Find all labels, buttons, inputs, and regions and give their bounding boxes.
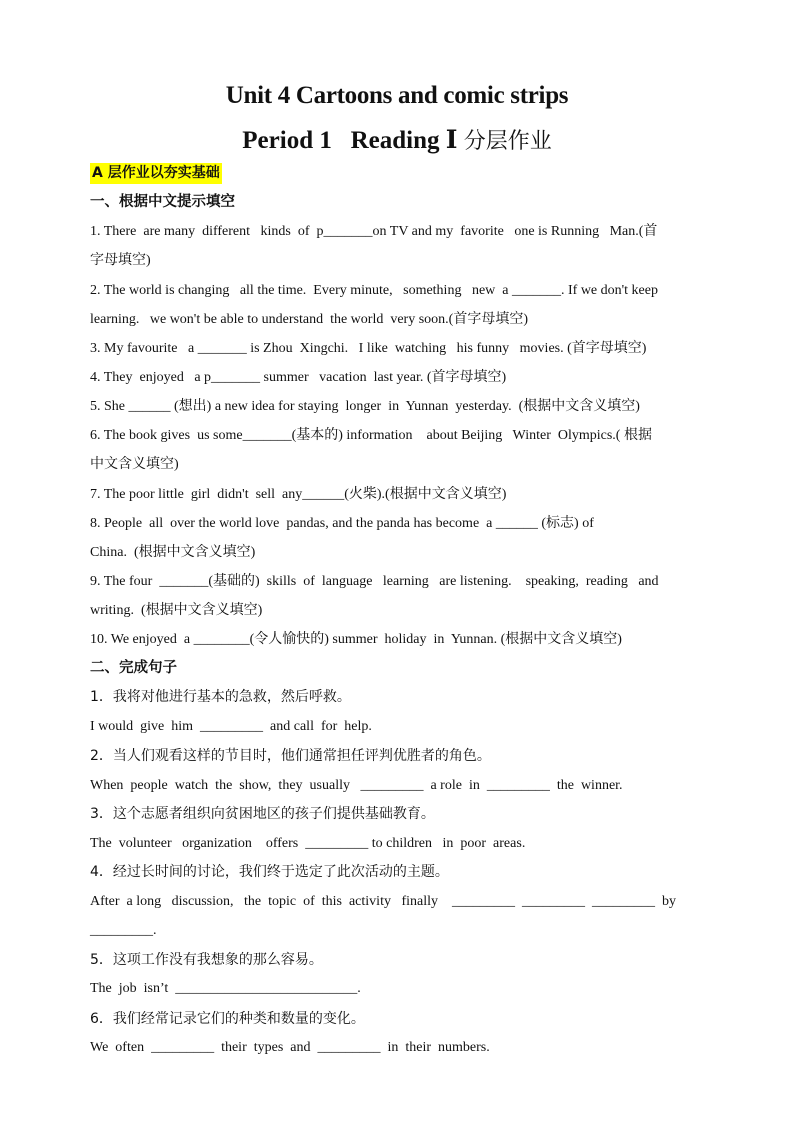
sentence-prompt: 4．经过长时间的讨论，我们终于选定了此次活动的主题。 bbox=[90, 864, 449, 880]
question-line: 3. My favourite a _______ is Zhou Xingchi. I like watching his funny movies. (首字母填空) bbox=[90, 341, 647, 356]
question-line: learning. we won't be able to understand the world very soon.(首字母填空) bbox=[90, 312, 528, 327]
sentence-prompt: 6．我们经常记录它们的种类和数量的变化。 bbox=[90, 1011, 365, 1027]
sentence-prompt: 1．我将对他进行基本的急救，然后呼救。 bbox=[90, 689, 351, 705]
subtitle-chinese: 分层作业 bbox=[463, 129, 552, 154]
question-line: 10. We enjoyed a ________(令人愉快的) summer holiday in Yunnan. (根据中文含义填空) bbox=[90, 632, 622, 647]
question-line: China. (根据中文含义填空) bbox=[90, 545, 256, 560]
question-line: 中文含义填空) bbox=[90, 457, 179, 472]
section1-heading: 一、根据中文提示填空 bbox=[90, 194, 235, 210]
question-line: 4. They enjoyed a p_______ summer vacation last year. (首字母填空) bbox=[90, 370, 507, 385]
page-subtitle bbox=[0, 124, 794, 155]
level-tag: A 层作业以夯实基础 bbox=[90, 163, 222, 184]
sentence-answer-line: The volunteer organization offers _________ to children in poor areas. bbox=[90, 836, 526, 851]
sentence-prompt: 3．这个志愿者组织向贫困地区的孩子们提供基础教育。 bbox=[90, 806, 435, 822]
sentence-answer-line: The job isn’t __________________________. bbox=[90, 981, 361, 996]
sentence-answer-line: _________. bbox=[90, 923, 157, 938]
question-line: 字母填空) bbox=[90, 253, 151, 268]
question-line: 6. The book gives us some_______(基本的) information about Beijing Winter Olympics.( 根据 bbox=[90, 428, 652, 443]
sentence-answer-line: When people watch the show, they usually _________ a role in _________ the winner. bbox=[90, 778, 623, 793]
question-line: 8. People all over the world love pandas, and the panda has become a ______ (标志) of bbox=[90, 516, 594, 531]
section2-heading: 二、完成句子 bbox=[90, 660, 177, 676]
page-title: Unit 4 Cartoons and comic strips bbox=[225, 82, 569, 109]
sentence-prompt: 2．当人们观看这样的节目时，他们通常担任评判优胜者的角色。 bbox=[90, 748, 491, 764]
question-line: writing. (根据中文含义填空) bbox=[90, 603, 263, 618]
sentence-answer-line: After a long discussion, the topic of this activity finally _________ _________ _________ by bbox=[90, 894, 676, 909]
question-line: 2. The world is changing all the time. Every minute, something new a _______. If we don't keep bbox=[90, 283, 658, 298]
sentence-prompt: 5．这项工作没有我想象的那么容易。 bbox=[90, 952, 323, 968]
question-line: 1. There are many different kinds of p_______on TV and my favorite one is Running Man.(首 bbox=[90, 224, 658, 239]
subtitle-english: Period 1 Reading Ⅰ bbox=[242, 127, 458, 154]
sentence-answer-line: I would give him _________ and call for help. bbox=[90, 719, 372, 734]
question-line: 9. The four _______(基础的) skills of language learning are listening. speaking, reading and bbox=[90, 574, 659, 589]
question-line: 5. She ______ (想出) a new idea for staying longer in Yunnan yesterday. (根据中文含义填空) bbox=[90, 399, 640, 414]
sentence-answer-line: We often _________ their types and _________ in their numbers. bbox=[90, 1040, 490, 1055]
question-line: 7. The poor little girl didn't sell any______(火柴).(根据中文含义填空) bbox=[90, 487, 507, 502]
